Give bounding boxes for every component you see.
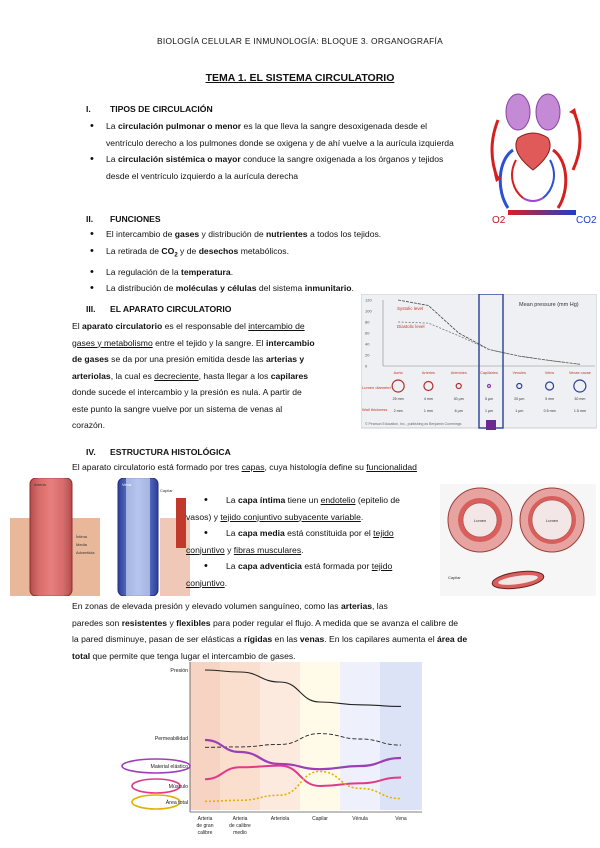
list-item: • La distribución de moléculas y células del sistema inmunitario.	[88, 280, 488, 297]
diameter-value: 25 mm	[392, 397, 404, 401]
list-item: • La circulación pulmonar o menor es la que lleva la sangre desoxigenada desde el ventrículo derecho a los pulmones donde se oxigena y de ahí vuelve a la aurícula izquierda	[88, 118, 466, 151]
diameter-value: 30 mm	[574, 397, 586, 401]
list-item: • El intercambio de gases y distribución de nutrientes a todos los tejidos.	[88, 226, 488, 243]
diastolic-label: Diastolic level	[397, 324, 425, 329]
vessel-label: Veins	[544, 371, 555, 375]
wall-value: 1 μm	[484, 409, 494, 413]
list-item-continuation: vasos) y tejido conjuntivo subyacente variable.	[186, 511, 364, 522]
x-tick-label: de calibre	[229, 823, 251, 829]
section-number: I.	[86, 104, 91, 114]
y-tick-label: 60	[365, 330, 370, 336]
series-label: Área total	[165, 800, 188, 806]
wall-value: 0.5 mm	[543, 409, 556, 413]
section-heading-estructura: IV. ESTRUCTURA HISTOLÓGICA	[86, 447, 231, 457]
capillary-illustration	[176, 498, 186, 548]
vessel-label: Arteries	[421, 371, 435, 375]
diameter-value: 30 μm	[453, 397, 464, 401]
y-tick-label: 0	[365, 363, 368, 369]
list-item: • La circulación sistémica o mayor conduce la sangre oxigenada a los órganos y tejidos desde el ventrículo izquierdo a la aurícula derecha	[88, 151, 466, 184]
x-tick-label: Arteria	[197, 816, 213, 822]
x-tick-label: Arteriola	[270, 816, 290, 822]
svg-text:Arteria: Arteria	[34, 482, 46, 487]
band-arteria-media	[220, 662, 260, 810]
lung-left	[506, 94, 530, 130]
x-tick-label: Vena	[395, 816, 407, 822]
x-tick-label: medio	[233, 830, 247, 836]
list-item: • La capa adventicia está formada por tejido	[186, 558, 438, 575]
svg-text:Vena: Vena	[122, 482, 132, 487]
list-item: • La retirada de $CO_2$ y de desechos metabólicos.	[88, 243, 488, 264]
figure-caption: © Pearson Education, Inc., publishing as Benjamin Cummings	[365, 422, 462, 426]
y-tick-label: 80	[365, 319, 370, 325]
list-item-continuation: conjuntivo.	[186, 577, 228, 588]
y-tick-label: 100	[365, 308, 372, 314]
svg-text:Media: Media	[76, 542, 87, 547]
vessel-label: Capillaries	[480, 371, 498, 375]
vessel-label: Venae cavae	[568, 371, 591, 375]
band-arteriola	[260, 662, 300, 810]
diameter-value: 20 μm	[514, 397, 525, 401]
histology-cross-sections	[440, 484, 596, 596]
wall-value: 2 mm	[393, 409, 403, 413]
estructura-intro: El aparato circulatorio está formado por tres capas, cuya histología define su funcionalidad	[72, 462, 417, 472]
list-item: • La regulación de la temperatura.	[88, 264, 488, 281]
o2-label: O2	[492, 215, 506, 226]
svg-text:Capilar: Capilar	[448, 575, 461, 580]
diameter-value: 5 μm	[484, 397, 494, 401]
circulation-list	[88, 118, 466, 184]
x-tick-label: Arteria	[232, 816, 248, 822]
lung-right	[536, 94, 560, 130]
list-item-continuation: conjuntivo y fibras musculares.	[186, 544, 304, 555]
band-vena	[380, 662, 422, 810]
arrow-left	[492, 120, 498, 180]
row-label-wall: Wall thickness	[362, 407, 388, 412]
svg-text:Capilar: Capilar	[160, 488, 173, 493]
layers-list	[186, 492, 438, 591]
x-tick-label: Vénula	[352, 816, 368, 822]
svg-text:Lumen: Lumen	[474, 518, 487, 523]
wall-value: 1 μm	[515, 409, 524, 413]
pressure-figure	[361, 294, 597, 432]
wall-value: 1 mm	[423, 409, 433, 413]
list-item: • La capa media está constituida por el tejido	[186, 525, 438, 542]
svg-text:Íntima: Íntima	[76, 534, 87, 539]
y-tick-label: 40	[365, 341, 370, 347]
paredes-paragraph: En zonas de elevada presión y elevado volumen sanguíneo, como las arterias, las paredes son resistentes y flexibles para poder regular el flujo. A medida que se avanza el calibre de la pared disminuye, pasan de ser elásticas a rígidas en las venas. En los capilares aumenta el área de total que permite que tenga lugar el intercambio de gases.	[72, 601, 468, 661]
heart-circulation-figure	[478, 90, 598, 230]
x-tick-label: Capilar	[312, 816, 328, 822]
section-heading-aparato: III. EL APARATO CIRCULATORIO	[86, 304, 232, 314]
y-tick-label: 20	[365, 352, 370, 358]
vessel-properties-chart	[120, 662, 430, 846]
legend-label: Mean pressure (mm Hg)	[519, 302, 579, 308]
svg-text:Lumen: Lumen	[546, 518, 559, 523]
vessel-label: Aorta	[393, 371, 403, 375]
systolic-label: Systolic level	[397, 306, 424, 311]
functions-list	[88, 226, 488, 297]
heart-shape	[516, 133, 550, 170]
series-label: Material elástico	[150, 764, 188, 770]
series-label: Permeabilidad	[154, 736, 188, 742]
highlight-marker	[486, 420, 496, 430]
diameter-value: 5 mm	[545, 397, 555, 401]
arrow-right	[573, 110, 580, 170]
co2-label: CO2	[576, 215, 597, 226]
x-tick-label: de gran	[196, 823, 214, 829]
wall-value: 1.5 mm	[573, 409, 586, 413]
vessel-label: Venules	[512, 371, 527, 375]
band-arteria-gran	[190, 662, 220, 810]
diameter-value: 4 mm	[423, 397, 433, 401]
running-header: BIOLOGÍA CELULAR E INMUNOLOGÍA: BLOQUE 3. ORGANOGRAFÍA	[156, 36, 444, 46]
vessel-layers-figure	[10, 478, 190, 596]
page-title: TEMA 1. EL SISTEMA CIRCULATORIO	[205, 72, 395, 84]
svg-text:Adventicia: Adventicia	[76, 550, 95, 555]
vessel-label: Arterioles	[450, 371, 467, 375]
section-heading-tipos	[86, 104, 213, 114]
row-label-diameter: Lumen diameter	[362, 385, 391, 390]
wall-value: 6 μm	[454, 409, 463, 413]
section-title: TIPOS DE CIRCULACIÓN	[110, 104, 213, 114]
list-item: • La capa íntima tiene un endotelio (epitelio de	[186, 492, 438, 509]
series-label: Presión	[170, 668, 188, 674]
section-heading-funciones: II. FUNCIONES	[86, 214, 161, 224]
y-tick-label: 120	[365, 297, 372, 303]
series-label: Músculo	[168, 784, 188, 790]
oxygen-gradient-bar	[508, 210, 576, 215]
x-tick-label: calibre	[197, 830, 213, 836]
aparato-paragraph: El aparato circulatorio es el responsable del intercambio de gases y metabolismo entre el tejido y la sangre. El intercambio de gases se da por una presión emitida desde las arterias y arteriolas, la cual es decreciente, hasta llegar a los capilares donde sucede el intercambio y la presión es nula. A partir de este punto la sangre vuelve por un sistema de venas al corazón.	[72, 321, 315, 430]
